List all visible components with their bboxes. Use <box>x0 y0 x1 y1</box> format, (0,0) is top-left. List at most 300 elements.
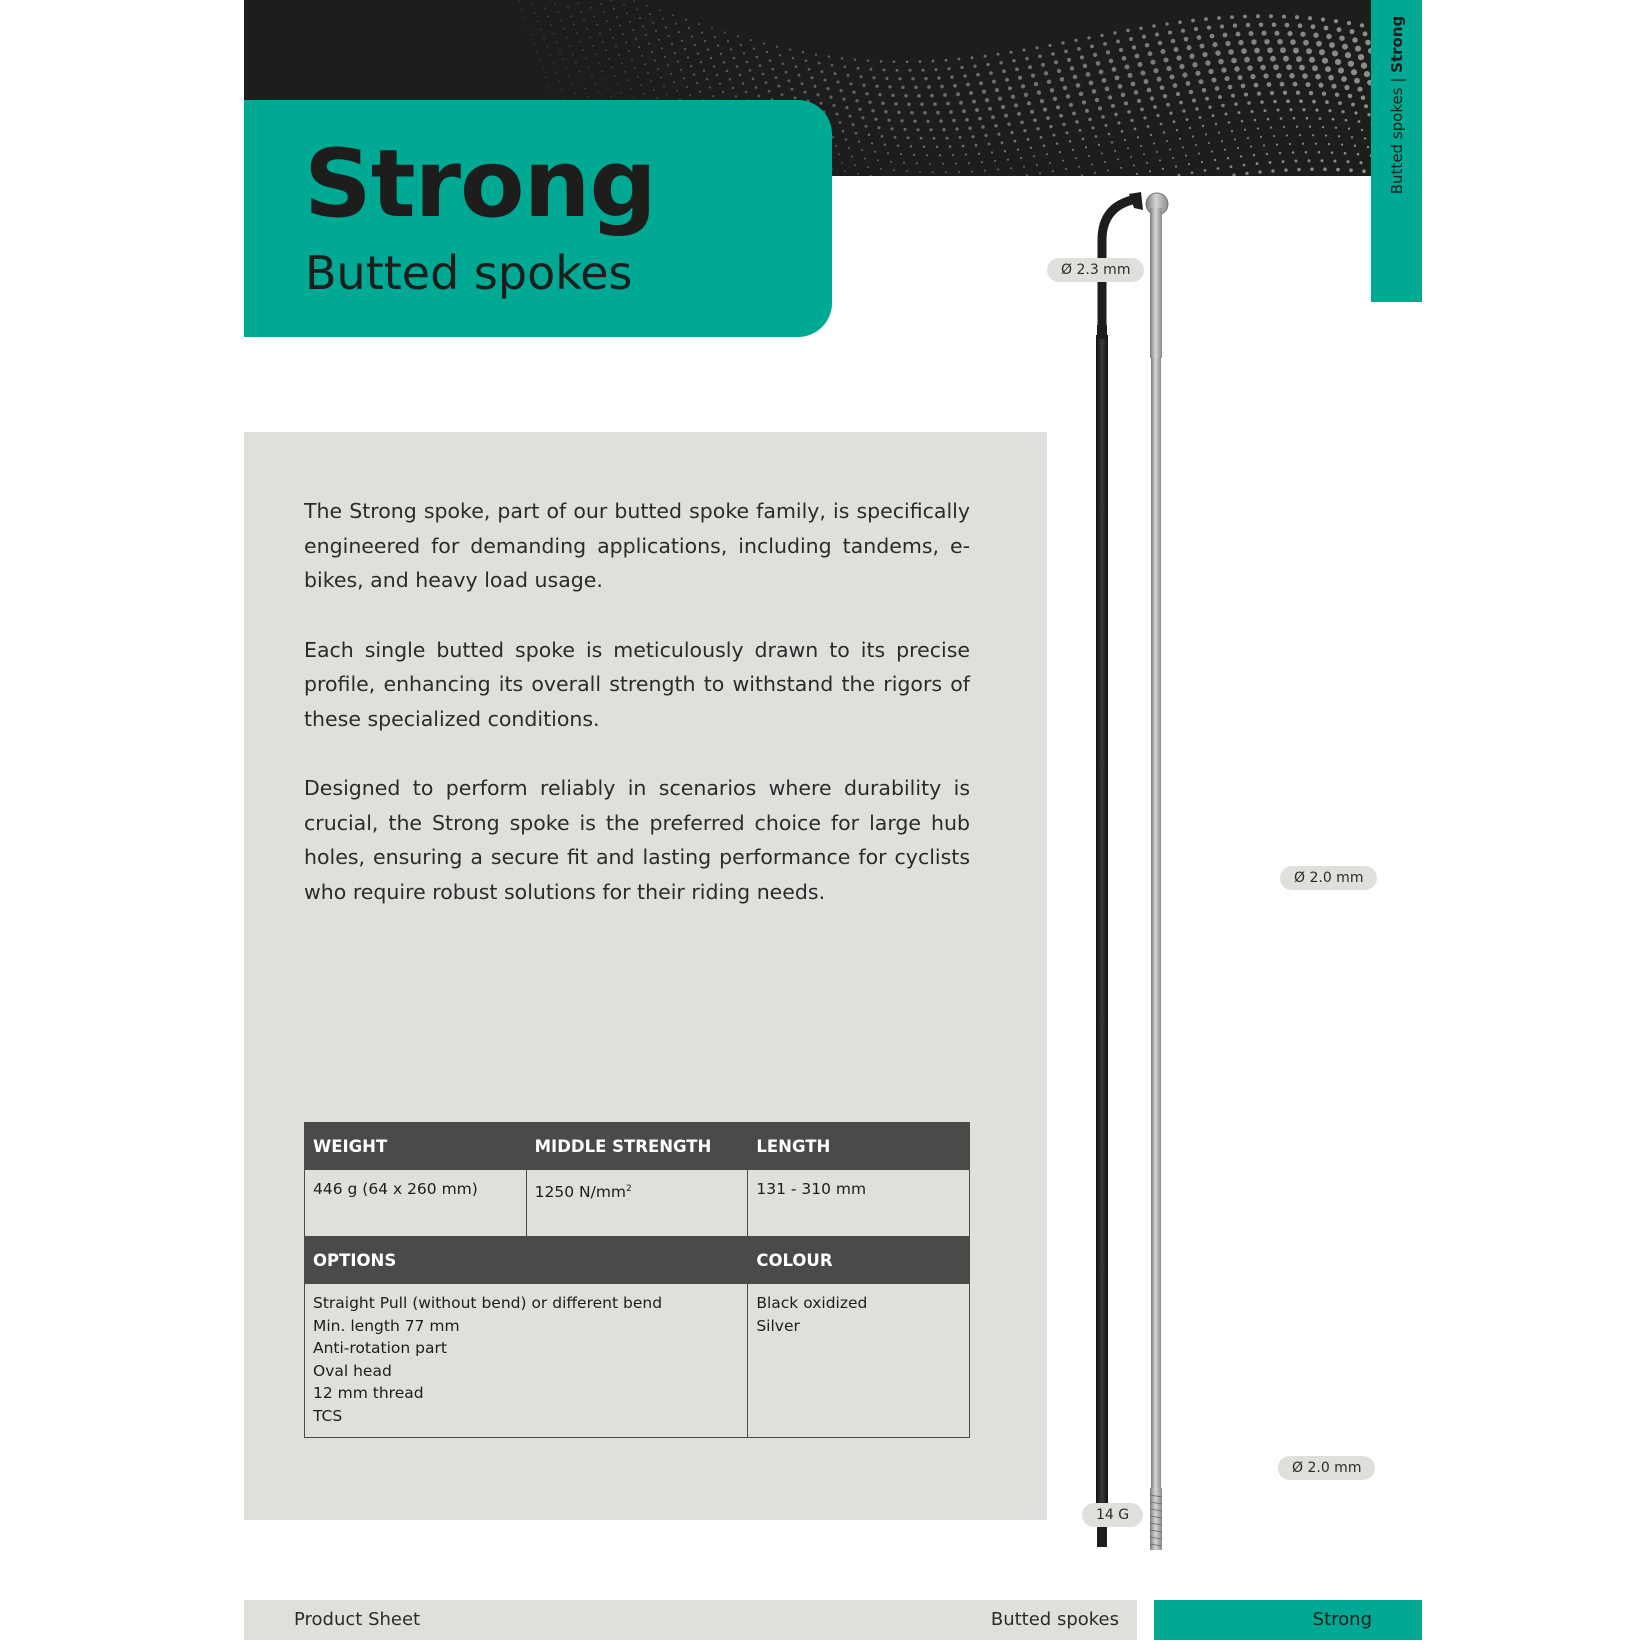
pattern-dot <box>1067 58 1071 62</box>
pattern-dot <box>638 46 640 48</box>
pattern-dot <box>952 154 954 156</box>
pattern-dot <box>631 59 633 61</box>
pattern-dot <box>1195 144 1197 146</box>
pattern-dot <box>1326 34 1331 39</box>
pattern-dot <box>1033 155 1035 157</box>
pattern-dot <box>712 95 714 97</box>
pattern-dot <box>1101 115 1105 119</box>
pattern-dot <box>907 137 910 140</box>
pattern-dot <box>1236 32 1241 37</box>
pattern-dot <box>1087 36 1090 39</box>
pattern-dot <box>1254 83 1259 88</box>
pattern-dot <box>870 175 872 176</box>
pattern-dot <box>1205 60 1210 65</box>
pattern-dot <box>984 170 986 172</box>
pattern-dot <box>588 66 589 67</box>
pattern-dot <box>1099 70 1104 75</box>
pattern-dot <box>1345 52 1351 58</box>
pattern-dot <box>791 88 794 91</box>
pattern-dot <box>601 71 602 72</box>
pattern-dot <box>1311 24 1316 29</box>
pattern-dot <box>842 97 845 100</box>
pattern-dot <box>1053 134 1056 137</box>
pattern-dot <box>903 128 906 131</box>
pattern-dot <box>673 81 675 83</box>
pattern-dot <box>1357 153 1360 156</box>
pattern-dot <box>821 70 824 73</box>
header-length: LENGTH <box>748 1123 970 1170</box>
pattern-dot <box>614 75 615 76</box>
pattern-dot <box>839 89 842 92</box>
pattern-dot <box>1111 141 1113 143</box>
pattern-dot <box>553 33 554 34</box>
silver-spoke <box>1146 193 1168 1550</box>
pattern-dot <box>1076 83 1081 88</box>
side-tab <box>1371 0 1422 302</box>
pattern-dot <box>851 156 853 158</box>
pattern-dot <box>997 133 1000 136</box>
pattern-dot <box>1325 100 1329 104</box>
pattern-dot <box>688 27 690 29</box>
pattern-dot <box>566 37 568 39</box>
pattern-dot <box>1221 67 1226 72</box>
pattern-dot <box>1194 27 1198 31</box>
pattern-dot <box>832 136 834 138</box>
pattern-dot <box>736 65 739 68</box>
pattern-dot <box>1335 59 1341 65</box>
black-spoke-gauge-callout: 14 G <box>1082 1503 1143 1527</box>
pattern-dot <box>872 76 875 79</box>
pattern-dot <box>1124 139 1126 141</box>
pattern-dot <box>1025 57 1028 60</box>
pattern-dot <box>703 69 705 71</box>
pattern-dot <box>998 97 1002 101</box>
pattern-dot <box>923 111 927 115</box>
pattern-dot <box>1354 111 1357 114</box>
pattern-dot <box>966 83 970 87</box>
pattern-dot <box>919 171 921 173</box>
pattern-dot <box>1315 143 1317 145</box>
pattern-dot <box>559 50 560 51</box>
pattern-dot <box>640 84 642 86</box>
pattern-dot <box>536 51 537 52</box>
pattern-dot <box>982 90 986 94</box>
pattern-dot <box>1341 110 1344 113</box>
pattern-dot <box>1215 50 1220 55</box>
pattern-dot <box>704 40 706 42</box>
pattern-dot <box>1335 92 1339 96</box>
pattern-dot <box>1325 135 1327 137</box>
pattern-dot <box>923 146 926 149</box>
pattern-dot <box>1267 47 1273 53</box>
pattern-dot <box>634 67 636 69</box>
pattern-dot <box>628 50 630 52</box>
pattern-dot <box>794 96 797 99</box>
pattern-dot <box>1312 65 1318 71</box>
pattern-dot <box>1325 66 1331 72</box>
pattern-dot <box>668 35 670 37</box>
pattern-dot <box>1161 49 1166 54</box>
pattern-dot <box>1357 87 1362 92</box>
pattern-dot <box>916 162 918 164</box>
pattern-dot <box>1186 45 1191 50</box>
pattern-dot <box>1014 140 1017 143</box>
pattern-dot <box>580 11 582 13</box>
pattern-dot <box>1189 90 1193 94</box>
pattern-dot <box>968 127 971 130</box>
pattern-dot <box>1172 157 1174 159</box>
pattern-dot <box>1126 29 1129 32</box>
pattern-dot <box>1199 116 1202 119</box>
pattern-dot <box>1273 135 1275 137</box>
pattern-dot <box>1176 55 1181 60</box>
pattern-dot <box>1295 15 1299 19</box>
pattern-dot <box>544 7 545 8</box>
pattern-dot <box>1136 173 1138 175</box>
pattern-dot <box>746 61 749 64</box>
pattern-dot <box>701 32 703 34</box>
pattern-dot <box>972 99 976 103</box>
pattern-dot <box>1082 138 1085 141</box>
pattern-dot <box>658 39 660 41</box>
pattern-dot <box>623 4 625 6</box>
pattern-dot <box>963 74 967 78</box>
pattern-dot <box>1286 64 1292 70</box>
length-value: 131 - 310 mm <box>748 1170 970 1237</box>
pattern-dot <box>1256 162 1259 165</box>
pattern-dot <box>929 128 932 131</box>
pattern-dot <box>633 97 634 98</box>
pattern-dot <box>1091 126 1094 129</box>
pattern-dot <box>616 16 618 18</box>
pattern-dot <box>717 44 719 46</box>
pattern-dot <box>1074 39 1077 42</box>
pattern-dot <box>534 12 535 13</box>
pattern-dot <box>1224 149 1226 151</box>
pattern-dot <box>1085 146 1087 148</box>
pattern-dot <box>878 93 881 96</box>
pattern-dot <box>971 56 974 59</box>
pattern-dot <box>845 106 848 109</box>
pattern-dot <box>578 71 579 72</box>
pattern-dot <box>1188 163 1190 165</box>
pattern-dot <box>804 91 807 94</box>
pattern-dot <box>1127 147 1129 149</box>
pattern-dot <box>1020 120 1024 124</box>
pattern-dot <box>854 164 856 166</box>
pattern-dot <box>1271 169 1274 172</box>
pattern-dot <box>524 17 525 18</box>
pattern-dot <box>1339 35 1344 40</box>
black-spoke <box>1096 192 1143 1547</box>
pattern-dot <box>753 47 755 49</box>
pattern-dot <box>1030 147 1032 149</box>
pattern-dot <box>726 70 729 73</box>
pattern-dot <box>594 83 595 84</box>
black-spoke-diameter-callout: Ø 2.3 mm <box>1047 258 1144 282</box>
pattern-dot <box>707 48 709 50</box>
pattern-dot <box>1286 99 1290 103</box>
pattern-dot <box>548 85 549 86</box>
pattern-dot <box>755 86 758 89</box>
pattern-dot <box>1024 93 1028 97</box>
pattern-dot <box>999 61 1002 64</box>
pattern-dot <box>1160 85 1165 90</box>
pattern-dot <box>995 88 999 92</box>
pattern-dot <box>759 64 762 67</box>
pattern-dot <box>622 33 624 35</box>
pattern-dot <box>904 94 908 98</box>
pattern-dot <box>890 127 893 130</box>
pattern-dot <box>865 92 868 95</box>
pattern-dot <box>1259 22 1264 27</box>
pattern-dot <box>598 62 600 64</box>
pattern-dot <box>890 161 892 163</box>
pattern-dot <box>1218 95 1222 99</box>
middle-strength-unit-exponent: 2 <box>626 1184 632 1194</box>
pattern-dot <box>1297 168 1301 172</box>
pattern-dot <box>1137 136 1139 138</box>
pattern-dot <box>1040 136 1043 139</box>
pattern-dot <box>1302 143 1304 145</box>
pattern-dot <box>768 90 771 93</box>
pattern-dot <box>1221 104 1224 107</box>
pattern-dot <box>1228 49 1234 55</box>
pattern-dot <box>1263 144 1265 146</box>
pattern-dot <box>630 88 631 89</box>
pattern-dot <box>802 51 804 53</box>
pattern-dot <box>743 52 745 54</box>
pattern-dot <box>586 28 588 30</box>
pattern-dot <box>574 92 575 93</box>
pattern-dot <box>745 91 747 93</box>
pattern-dot <box>1348 128 1350 130</box>
pattern-dot <box>924 77 927 80</box>
pattern-dot <box>1121 130 1124 133</box>
pattern-dot <box>1014 103 1018 107</box>
pattern-dot <box>785 71 788 74</box>
pattern-dot <box>543 38 544 39</box>
silver-spoke-middle-diameter-callout: Ø 2.0 mm <box>1280 866 1377 890</box>
pattern-dot <box>1270 56 1276 62</box>
pattern-dot <box>1102 78 1107 83</box>
pattern-dot <box>1316 41 1322 47</box>
pattern-dot <box>558 80 559 81</box>
pattern-dot <box>920 137 923 140</box>
pattern-dot <box>664 56 666 58</box>
pattern-dot <box>530 34 531 35</box>
pattern-dot <box>1011 95 1015 99</box>
pattern-dot <box>1124 101 1128 105</box>
pattern-dot <box>573 24 575 26</box>
pattern-dot <box>1253 154 1255 156</box>
pattern-dot <box>1053 97 1057 101</box>
pattern-dot <box>848 115 851 118</box>
pattern-dot <box>1306 82 1311 87</box>
pattern-dot <box>1065 168 1067 170</box>
pattern-dot <box>1056 142 1059 145</box>
pattern-dot <box>1035 46 1038 49</box>
pattern-dot <box>900 153 902 155</box>
pattern-dot <box>955 163 957 165</box>
pattern-dot <box>1185 155 1187 157</box>
pattern-dot <box>1313 33 1318 38</box>
pattern-dot <box>1241 120 1244 123</box>
pattern-dot <box>1166 140 1168 142</box>
pattern-dot <box>627 80 629 82</box>
pattern-dot <box>976 73 980 77</box>
pattern-dot <box>1282 15 1286 19</box>
pattern-dot <box>896 69 899 72</box>
pattern-dot <box>1046 153 1048 155</box>
pattern-dot <box>1027 138 1030 141</box>
pattern-dot <box>1166 103 1170 107</box>
pattern-dot <box>604 79 605 80</box>
pattern-dot <box>710 57 712 59</box>
pattern-dot <box>1066 131 1069 134</box>
pattern-dot <box>1117 121 1120 124</box>
pattern-dot <box>1214 159 1216 161</box>
pattern-dot <box>835 145 837 147</box>
pattern-dot <box>1208 69 1213 74</box>
pattern-dot <box>642 26 644 28</box>
pattern-dot <box>1054 60 1058 64</box>
pattern-dot <box>697 52 699 54</box>
pattern-dot <box>1117 158 1119 160</box>
pattern-dot <box>1140 70 1145 75</box>
pattern-dot <box>1228 85 1233 90</box>
pattern-dot <box>1260 136 1262 138</box>
description-panel <box>244 432 1047 1520</box>
pattern-dot <box>531 4 532 5</box>
pattern-dot <box>1150 134 1152 136</box>
pattern-dot <box>1258 170 1261 173</box>
pattern-dot <box>917 94 921 98</box>
pattern-dot <box>1130 119 1133 122</box>
pattern-dot <box>894 136 897 139</box>
pattern-dot <box>1186 118 1189 121</box>
description-paragraph: Designed to perform reliably in scenarios where durability is crucial, the Strong spoke is the preferred choice for large hub holes, ensuring a secure fit and lasting performance for cyclists who require robust solutions for their riding needs. <box>304 776 970 904</box>
pattern-dot <box>1233 23 1237 27</box>
colour-cell <box>748 1284 970 1438</box>
pattern-dot <box>612 37 614 39</box>
pattern-dot <box>1176 92 1180 96</box>
pattern-dot <box>1263 109 1266 112</box>
pattern-dot <box>1367 146 1369 148</box>
pattern-dot <box>997 169 999 171</box>
pattern-dot <box>1179 64 1184 69</box>
pattern-dot <box>1157 77 1162 82</box>
pattern-dot <box>937 76 940 79</box>
pattern-dot <box>1361 62 1367 68</box>
pattern-dot <box>693 73 695 75</box>
pattern-dot <box>1163 94 1167 98</box>
pattern-dot <box>1082 100 1086 104</box>
pattern-dot <box>880 168 882 170</box>
pattern-dot <box>652 22 654 24</box>
pattern-dot <box>1283 56 1289 62</box>
pattern-dot <box>1303 40 1309 46</box>
pattern-dot <box>1208 105 1211 108</box>
pattern-dot <box>584 88 585 89</box>
pattern-dot <box>844 65 847 68</box>
pattern-dot <box>1009 51 1012 54</box>
pattern-dot <box>894 102 898 106</box>
pattern-dot <box>596 24 598 26</box>
pattern-dot <box>577 3 579 5</box>
footer-family: Butted spokes <box>990 1609 1119 1630</box>
pattern-dot <box>1001 105 1005 109</box>
pattern-dot <box>880 60 883 63</box>
pattern-dot <box>819 102 822 105</box>
pattern-dot <box>1295 160 1298 163</box>
pattern-dot <box>762 73 765 76</box>
pattern-dot <box>1308 16 1312 20</box>
pattern-dot <box>978 117 982 121</box>
pattern-dot <box>590 7 592 9</box>
pattern-dot <box>521 9 522 10</box>
pattern-dot <box>877 159 879 161</box>
pattern-dot <box>1358 54 1364 60</box>
spokes-illustration <box>1040 180 1170 1560</box>
pattern-dot <box>1075 157 1077 159</box>
pattern-dot <box>1332 50 1338 56</box>
pattern-dot <box>1264 39 1269 44</box>
pattern-dot <box>1072 111 1076 115</box>
pattern-dot <box>1269 14 1273 18</box>
pattern-dot <box>1049 162 1051 164</box>
pattern-dot <box>868 101 871 104</box>
pattern-dot <box>610 96 611 97</box>
pattern-dot <box>1220 24 1224 28</box>
pattern-dot <box>1078 166 1080 168</box>
pattern-dot <box>981 125 984 128</box>
pattern-dot <box>1028 65 1032 69</box>
pattern-dot <box>929 163 931 165</box>
pattern-dot <box>1100 34 1103 37</box>
pattern-dot <box>555 72 556 73</box>
pattern-dot <box>1312 134 1314 136</box>
pattern-dot <box>1228 121 1231 124</box>
pattern-dot <box>1354 145 1356 147</box>
pattern-dot <box>1163 57 1168 62</box>
pattern-dot <box>651 51 653 53</box>
pattern-dot <box>539 60 540 61</box>
pattern-dot <box>706 78 708 80</box>
pattern-dot <box>1062 123 1065 126</box>
pattern-dot <box>836 113 839 116</box>
pattern-dot <box>988 107 992 111</box>
pattern-dot <box>1246 23 1250 27</box>
pattern-dot <box>765 81 768 84</box>
pattern-dot <box>1143 153 1145 155</box>
pattern-dot <box>845 138 847 140</box>
pattern-dot <box>671 43 673 45</box>
pattern-dot <box>884 144 886 146</box>
pattern-dot <box>884 110 887 113</box>
pattern-dot <box>789 49 791 51</box>
footer-model-tab <box>1154 1600 1422 1640</box>
pattern-dot <box>855 99 858 102</box>
pattern-dot <box>650 80 652 82</box>
pattern-dot <box>916 128 919 131</box>
pattern-dot <box>542 68 543 69</box>
pattern-dot <box>1299 65 1305 71</box>
pattern-dot <box>1249 31 1254 36</box>
pattern-dot <box>1283 126 1285 128</box>
pattern-dot <box>527 26 528 27</box>
pattern-dot <box>1334 19 1338 23</box>
